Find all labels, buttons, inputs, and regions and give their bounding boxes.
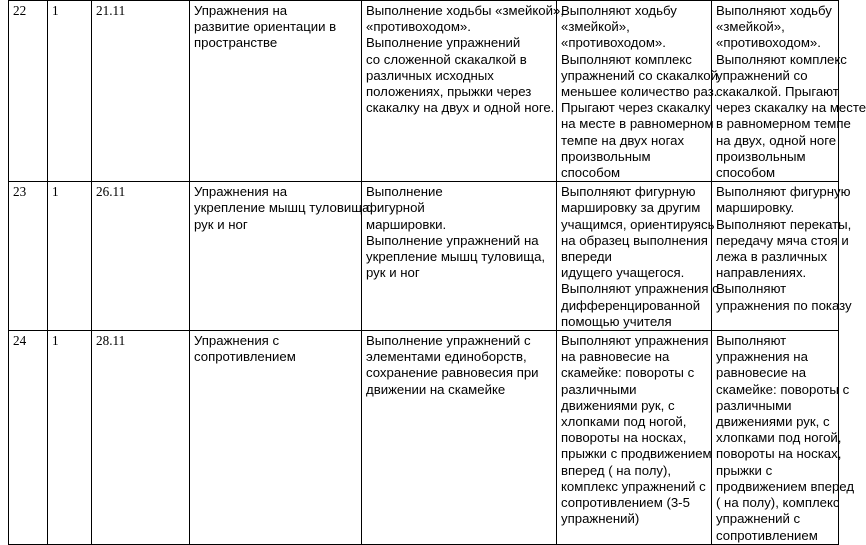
cell-line: упражнений с — [716, 511, 801, 527]
cell-line: пространстве — [194, 35, 278, 51]
cell-line: Выполняют упражнения — [561, 333, 709, 349]
cell-line: хлопками под ногой, — [716, 430, 842, 446]
cell-text: 24 — [13, 333, 27, 349]
cell-line: впереди — [561, 249, 612, 265]
cell-line: различными — [716, 397, 792, 413]
cell-line: темпе на двух ногах — [561, 132, 685, 148]
cell-line: Выполняют ходьбу — [716, 3, 832, 18]
cell-line: рук и ног — [366, 265, 420, 281]
cell-line: движении на скамейке — [366, 381, 506, 397]
cell-line: движениями рук, с — [716, 414, 830, 430]
cell-line: Выполняют фигурную — [716, 184, 851, 200]
cell-line: скамейке: повороты с — [561, 365, 695, 381]
cell-line: Выполнение ходьбы «змейкой», — [366, 3, 564, 18]
content-cell — [362, 182, 557, 331]
cell-line: «противоходом». — [716, 35, 821, 51]
cell-line: маршировку за другим — [561, 200, 701, 216]
cell-line: Выполняют комплекс — [561, 51, 692, 67]
cell-line: повороты на носках, — [561, 430, 687, 446]
cell-line: «противоходом». — [561, 35, 666, 51]
topic-cell — [190, 331, 362, 545]
cell-text: 22 — [13, 3, 27, 18]
cell-line: со сложенной скакалкой в — [366, 51, 527, 67]
cell-line: Выполнение упражнений — [366, 35, 521, 51]
cell-line: скакалкой. Прыгают — [716, 84, 839, 100]
hours-cell — [48, 182, 92, 331]
cell-line: лежа в различных — [716, 249, 828, 265]
cell-text: 1 — [52, 3, 59, 18]
cell-line: развитие ориентации в — [194, 19, 337, 35]
cell-line: прыжки с продвижением — [561, 446, 712, 462]
cell-line: через скакалку на месте — [716, 100, 866, 116]
cell-line: упражнения на — [716, 349, 808, 365]
table-row — [9, 331, 839, 545]
cell-line: на образец выполнения — [561, 232, 708, 248]
activity-main-group-cell — [557, 182, 719, 331]
table-row — [9, 1, 839, 182]
cell-line: сохранение равновесия при — [366, 365, 539, 381]
cell-line: Выполнение упражнений с — [366, 333, 531, 349]
cell-line: Прыгают через скакалку — [561, 100, 711, 116]
cell-line: передачу мяча стоя и — [716, 232, 849, 248]
cell-text: 23 — [13, 184, 27, 200]
cell-line: Выполняют — [716, 281, 787, 297]
cell-line: Выполнение упражнений на — [366, 232, 539, 248]
cell-line: Выполняют фигурную — [561, 184, 696, 200]
cell-line: Упражнения на — [194, 184, 288, 200]
cell-line: положениях, прыжки через — [366, 84, 532, 100]
cell-line: маршировки. — [366, 216, 447, 232]
cell-line: упражнений со скакалкой — [561, 67, 718, 83]
cell-line: движениями рук, с — [561, 397, 675, 413]
cell-line: Выполняют упражнения с — [561, 281, 719, 297]
activity-extra-group-cell — [712, 182, 852, 331]
cell-line: прыжки с — [716, 462, 773, 478]
date-cell — [92, 1, 190, 182]
cell-line: сопротивлением — [716, 527, 818, 543]
cell-line: вперед ( на полу), — [561, 462, 672, 478]
date-cell — [92, 331, 190, 545]
cell-line: Выполняют комплекс — [716, 51, 847, 67]
cell-line: сопротивлением (3-5 — [561, 495, 690, 511]
cell-line: на месте в равномерном — [561, 116, 714, 132]
content-cell — [362, 331, 557, 545]
cell-line: Выполняют ходьбу — [561, 3, 677, 18]
cell-text: 21.11 — [96, 3, 126, 18]
topic-cell — [190, 182, 374, 331]
cell-line: Выполняют перекаты, — [716, 216, 852, 232]
cell-line: Упражнения с — [194, 333, 280, 349]
cell-line: сопротивлением — [194, 349, 296, 365]
hours-cell — [48, 331, 92, 545]
cell-line: способом — [561, 165, 621, 181]
date-cell — [92, 182, 190, 331]
cell-line: упражнений со — [716, 67, 808, 83]
cell-line: направлениях. — [716, 265, 807, 281]
lesson-number-cell — [9, 1, 48, 182]
hours-cell — [48, 1, 92, 182]
cell-line: Выполняют — [716, 333, 787, 349]
cell-line: упражнений) — [561, 511, 640, 527]
content-cell — [362, 1, 564, 182]
cell-line: способом — [716, 165, 776, 181]
lesson-number-cell — [9, 182, 48, 331]
cell-line: укрепление мышц туловища, — [194, 200, 374, 216]
cell-text: 28.11 — [96, 333, 126, 349]
cell-line: «противоходом». — [366, 19, 471, 35]
cell-line: на двух, одной ноге — [716, 132, 837, 148]
lesson-number-cell — [9, 331, 48, 545]
cell-line: повороты на носках, — [716, 446, 842, 462]
cell-line: продвижением вперед — [716, 478, 855, 494]
cell-line: фигурной — [366, 200, 425, 216]
activity-main-group-cell — [557, 1, 718, 182]
cell-line: маршировку. — [716, 200, 795, 216]
cell-line: учащимся, ориентируясь — [561, 216, 715, 232]
cell-line: равновесие на — [716, 365, 807, 381]
cell-line: «змейкой», — [716, 19, 785, 35]
cell-line: идущего учащегося. — [561, 265, 685, 281]
cell-line: упражнения по показу — [716, 297, 852, 313]
cell-line: помощью учителя — [561, 313, 672, 329]
cell-line: различными — [561, 381, 637, 397]
cell-line: на равновесие на — [561, 349, 670, 365]
cell-line: произвольным — [561, 148, 651, 164]
cell-line: различных исходных — [366, 67, 494, 83]
cell-line: в равномерном темпе — [716, 116, 851, 132]
cell-line: Выполнение — [366, 184, 443, 200]
cell-line: ( на полу), комплекс — [716, 495, 840, 511]
activity-main-group-cell — [557, 331, 712, 545]
cell-line: укрепление мышц туловища, — [366, 249, 546, 265]
activity-extra-group-cell — [712, 1, 866, 182]
cell-line: скакалку на двух и одной ноге. — [366, 100, 555, 116]
table-row — [9, 182, 839, 331]
cell-text: 1 — [52, 333, 59, 349]
cell-line: меньшее количество раз. — [561, 84, 718, 100]
table-body — [9, 1, 866, 545]
cell-line: комплекс упражнений с — [561, 478, 706, 494]
cell-line: хлопками под ногой, — [561, 414, 687, 430]
cell-text: 26.11 — [96, 184, 126, 200]
cell-line: скамейке: повороты с — [716, 381, 850, 397]
cell-line: Упражнения на — [194, 3, 288, 18]
cell-text: 1 — [52, 184, 59, 200]
cell-line: произвольным — [716, 148, 806, 164]
lesson-plan-table — [8, 0, 866, 545]
cell-line: рук и ног — [194, 216, 248, 232]
cell-line: элементами единоборств, — [366, 349, 527, 365]
activity-extra-group-cell — [712, 331, 855, 545]
cell-line: «змейкой», — [561, 19, 630, 35]
cell-line: дифференцированной — [561, 297, 701, 313]
topic-cell — [190, 1, 362, 182]
